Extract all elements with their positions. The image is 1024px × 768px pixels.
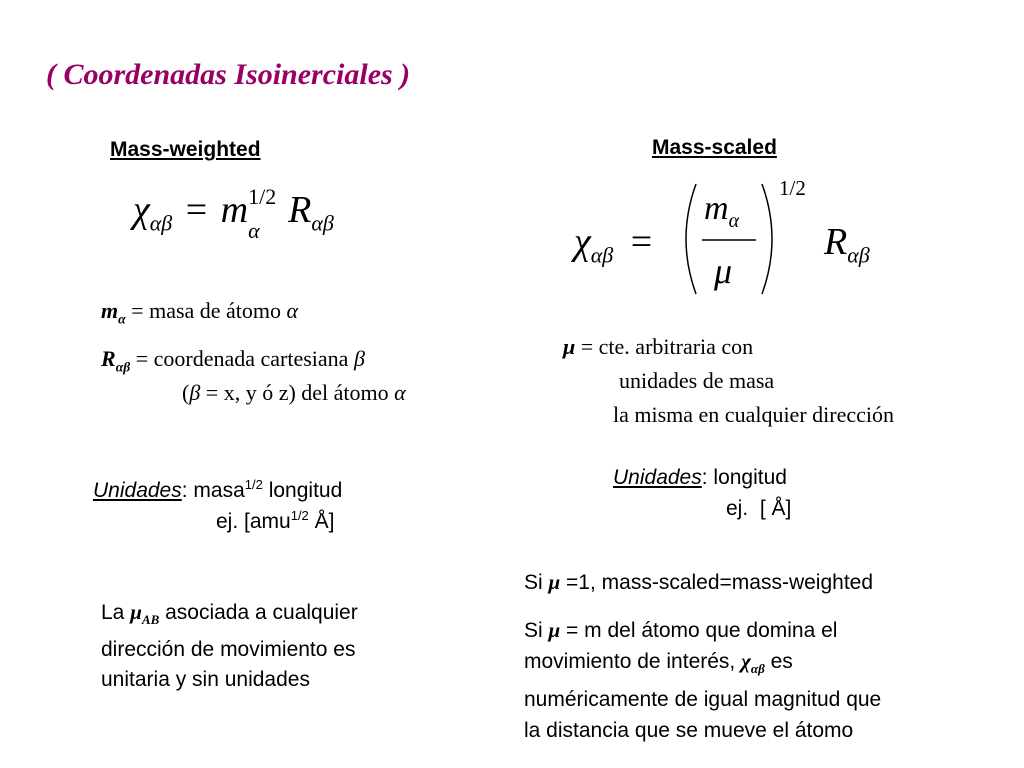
left-note-line3: unitaria y sin unidades [101,668,310,692]
def-coordinate [101,346,365,375]
mass-scaled-header: Mass-scaled [652,136,777,159]
r-symbol: R [824,221,848,263]
def-mu-line3: la misma en cualquier dirección [613,402,894,427]
def-mass-symbol: m [101,298,119,323]
def-coordinate-line2-text: = x, y ó z) del átomo [200,380,395,405]
left-example-pre: ej. [amu [216,510,291,533]
left-units-sup: 1/2 [244,477,263,492]
mu-symbol: μ [548,618,561,642]
si-1-pre: Si [524,571,549,594]
right-units [613,466,787,490]
left-note-line1 [101,597,358,635]
def-mass-sub: α [118,311,126,327]
si-1 [524,570,873,595]
mu-symbol: μ [548,570,561,594]
left-note-text1: asociada a cualquier [159,601,358,624]
mu-subscript: AB [141,612,160,628]
left-units-colon: : masa [181,479,245,502]
def-mu [563,330,894,432]
mass-weighted-formula [133,184,334,243]
left-note-line2: dirección de movimiento es [101,638,356,662]
si-2-post: = m del átomo que domina el [560,619,838,642]
r-subscript: αβ [847,242,870,268]
left-note [101,597,358,695]
def-coordinate-line2 [182,380,406,406]
mass-exponent: 1/2 [248,184,277,209]
fraction-numerator [704,190,739,233]
mass-subscript: α [248,218,260,243]
def-coordinate-text: = coordenada cartesiana [130,346,354,371]
fraction-denominator: μ [714,251,733,291]
right-example: ej. [ Å] [726,497,792,520]
chi-symbol: χ [574,221,591,263]
def-mu-line1: = cte. arbitraria con [575,334,754,359]
r-subscript: αβ [311,210,334,236]
si-2 [524,615,881,746]
r-symbol: R [288,189,312,231]
chi-subscript: αβ [750,661,765,677]
def-coordinate-symbol: R [101,346,116,371]
left-example [216,508,334,534]
si-2-line2a: movimiento de interés, [524,650,742,673]
left-example-post: Å] [308,510,335,533]
chi-symbol: χ [133,189,150,231]
mass-scaled-formula [574,176,904,300]
beta-symbol: β [189,380,201,405]
open-paren: ( [182,380,190,405]
left-note-pre: La [101,601,131,624]
left-example-sup: 1/2 [290,508,309,523]
page-title: ( Coordenadas Isoinerciales ) [46,58,411,91]
left-units-label: Unidades [93,479,182,502]
chi-symbol: χ [741,649,751,673]
numerator-mass: m [704,190,729,227]
alpha-symbol: α [394,380,406,405]
def-coordinate-beta: β [353,346,365,371]
right-units-rest: : longitud [701,466,787,489]
mu-symbol: μ [130,600,142,624]
def-mu-line2: unidades de masa [619,368,775,393]
left-units-rest: longitud [262,479,343,502]
left-units [93,477,342,503]
si-2-pre: Si [524,619,549,642]
chi-subscript: αβ [590,242,614,268]
mass-symbol: m [220,189,249,231]
def-mass [101,298,298,327]
si-2-line3: numéricamente de igual magnitud que [524,688,882,712]
equals-sign: = [185,189,208,231]
def-mu-symbol: μ [563,334,576,359]
mass-weighted-header: Mass-weighted [110,138,261,161]
def-mass-alpha: α [286,298,299,323]
def-coordinate-sub: αβ [115,359,131,375]
si-2-line2b: es [764,650,793,673]
si-2-line4: la distancia que se mueve el átomo [524,719,854,743]
equals-sign: = [630,221,653,263]
def-mass-text: = masa de átomo [125,298,287,323]
numerator-sub: α [728,209,740,232]
si-1-post: =1, mass-scaled=mass-weighted [560,571,874,594]
exponent: 1/2 [779,176,806,200]
right-units-label: Unidades [613,466,702,489]
chi-subscript: αβ [149,210,173,236]
